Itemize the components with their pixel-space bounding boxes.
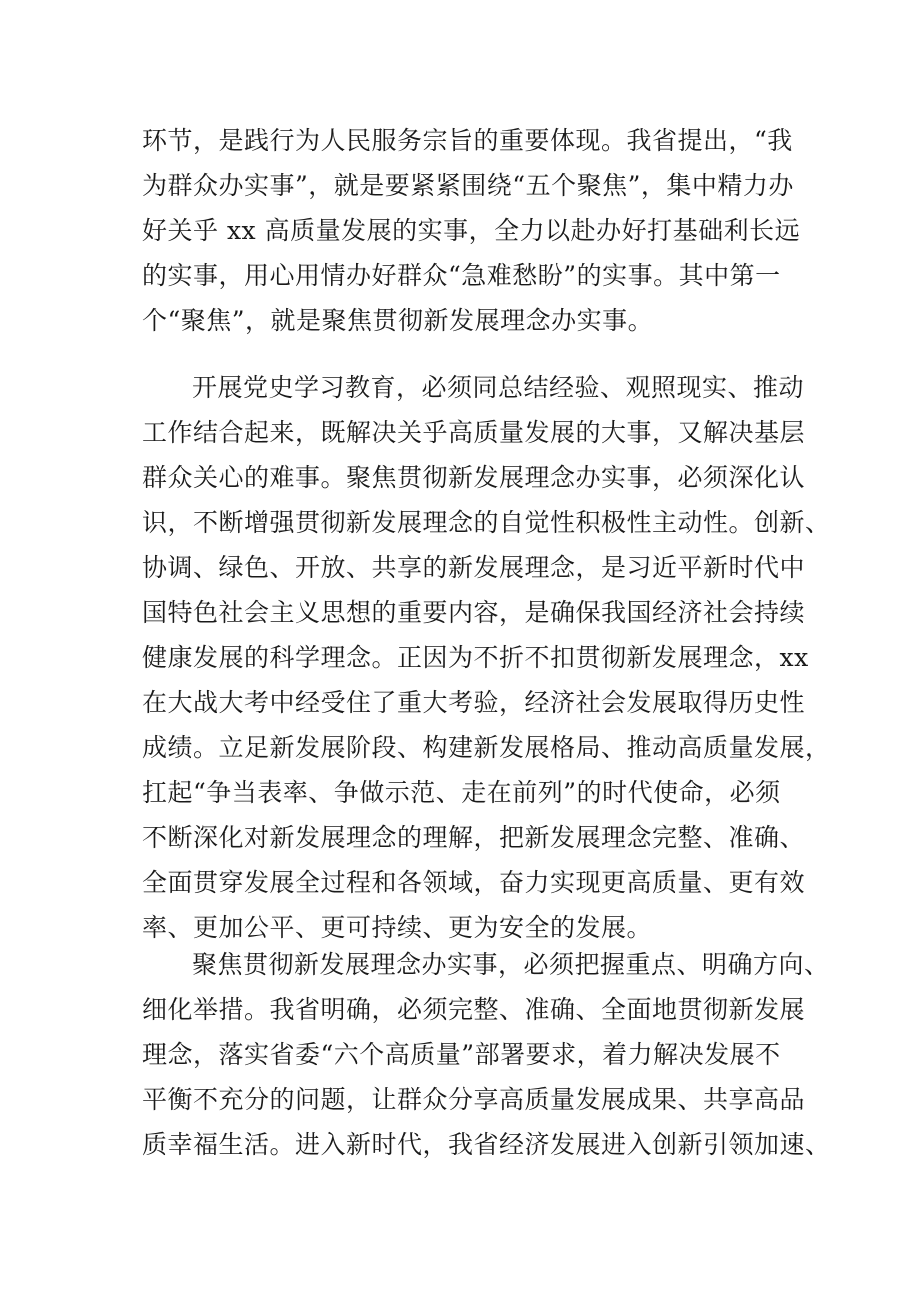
paragraph-line: 开展党史学习教育，必须同总结经验、观照现实、推动 <box>192 373 805 402</box>
paragraph-line: 为群众办实事”，就是要紧紧围绕“五个聚焦”，集中精力办 <box>142 171 794 200</box>
paragraph-line: 在大战大考中经受住了重大考验，经济社会发展取得历史性 <box>142 688 806 717</box>
paragraph-line: 聚焦贯彻新发展理念办实事，必须把握重点、明确方向、 <box>192 950 830 979</box>
paragraph-line: 健康发展的科学理念。正因为不折不扣贯彻新发展理念，xx <box>142 643 809 672</box>
paragraph-line: 好关乎 xx 高质量发展的实事，全力以赴办好打基础利长远 <box>142 216 801 245</box>
paragraph-line: 平衡不充分的问题，让群众分享高质量发展成果、共享高品 <box>142 1085 806 1114</box>
paragraph-line: 环节，是践行为人民服务宗旨的重要体现。我省提出，“我 <box>142 126 793 155</box>
paragraph-line: 识，不断增强贯彻新发展理念的自觉性积极性主动性。创新、 <box>142 508 831 537</box>
paragraph-line: 不断深化对新发展理念的理解，把新发展理念完整、准确、 <box>142 823 806 852</box>
paragraph-line: 群众关心的难事。聚焦贯彻新发展理念办实事，必须深化认 <box>142 463 806 492</box>
paragraph-line: 国特色社会主义思想的重要内容，是确保我国经济社会持续 <box>142 598 806 627</box>
paragraph-line: 细化举措。我省明确，必须完整、准确、全面地贯彻新发展 <box>142 995 806 1024</box>
paragraph-line: 成绩。立足新发展阶段、构建新发展格局、推动高质量发展， <box>142 733 831 762</box>
paragraph-line: 率、更加公平、更可持续、更为安全的发展。 <box>142 913 653 942</box>
paragraph-line: 质幸福生活。进入新时代，我省经济发展进入创新引领加速、 <box>142 1130 831 1159</box>
paragraph-3 <box>142 942 831 1167</box>
paragraph-line: 全面贯穿发展全过程和各领域，奋力实现更高质量、更有效 <box>142 868 806 897</box>
paragraph-line: 协调、绿色、开放、共享的新发展理念，是习近平新时代中 <box>142 553 806 582</box>
paragraph-line: 的实事，用心用情办好群众“急难愁盼”的实事。其中第一 <box>142 261 781 290</box>
paragraph-2 <box>142 365 831 950</box>
paragraph-line: 扛起“争当表率、争做示范、走在前列”的时代使命，必须 <box>142 778 781 807</box>
paragraph-line: 个“聚焦”，就是聚焦贯彻新发展理念办实事。 <box>142 306 654 335</box>
paragraph-line: 理念，落实省委“六个高质量”部署要求，着力解决发展不 <box>142 1040 781 1069</box>
paragraph-1 <box>142 118 801 343</box>
paragraph-line: 工作结合起来，既解决关乎高质量发展的大事，又解决基层 <box>142 418 806 447</box>
